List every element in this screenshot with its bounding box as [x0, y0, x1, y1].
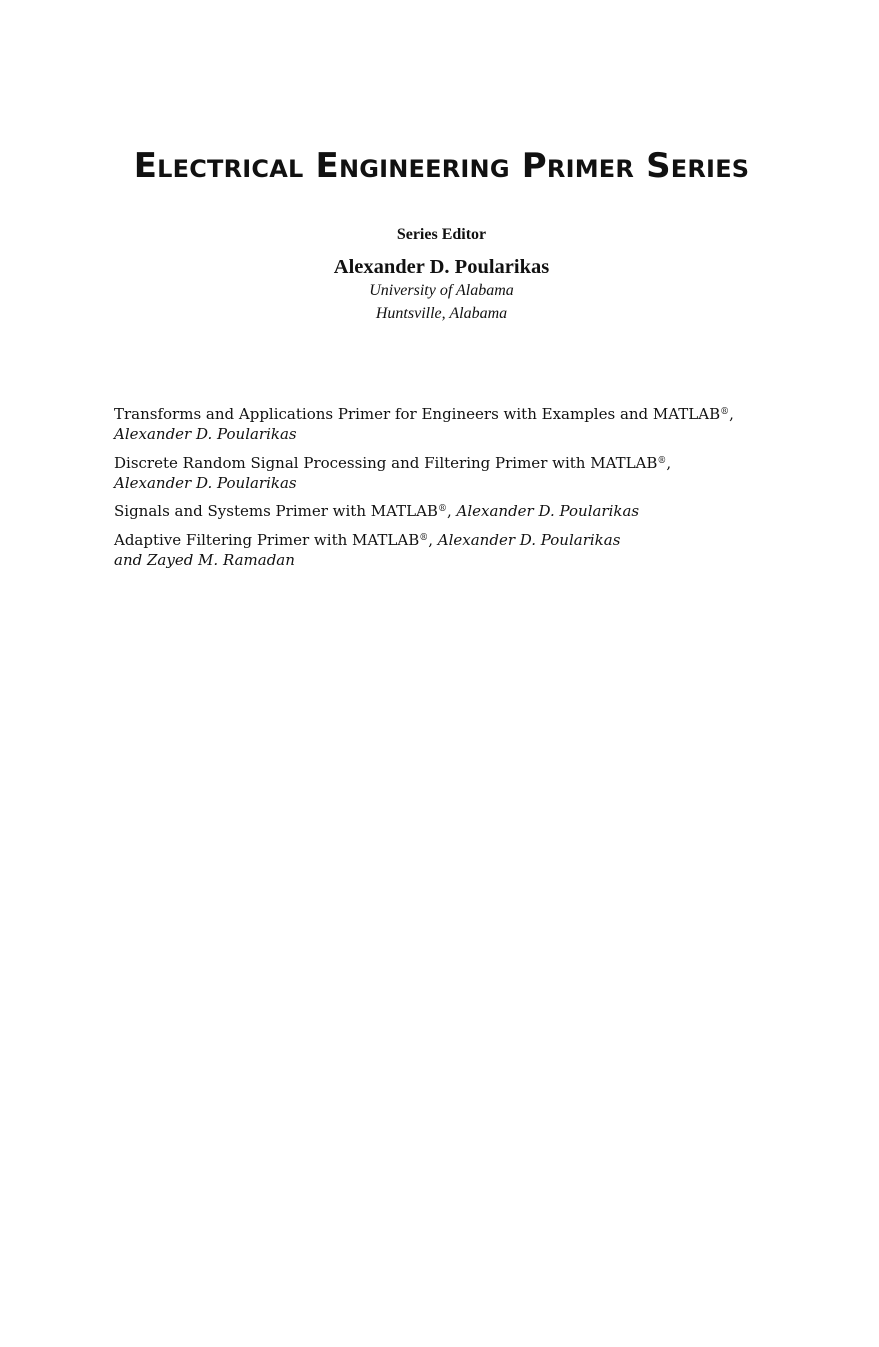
separator: , — [666, 453, 672, 472]
book-author: Alexander D. Poularikas — [114, 473, 297, 492]
series-editor-label: Series Editor — [396, 226, 487, 243]
book-entry — [114, 530, 814, 570]
book-author: Alexander D. Poularikas — [437, 530, 621, 549]
separator: , — [729, 405, 734, 423]
series-title: Electrical Engineering Primer Series — [133, 146, 750, 186]
book-entry — [114, 404, 814, 444]
book-title: Transforms and Applications Primer for Engineers with Examples and MATLAB — [114, 405, 721, 423]
book-title: Signals and Systems Primer with MATLAB — [114, 502, 438, 520]
editor-affiliation-university: University of Alabama — [369, 282, 514, 299]
book-entry — [114, 501, 814, 521]
editor-affiliation-location: Huntsville, Alabama — [375, 305, 508, 322]
registered-mark: ® — [657, 455, 667, 466]
book-entry — [114, 453, 814, 493]
book-list — [114, 404, 814, 578]
separator: , — [428, 530, 438, 549]
registered-mark: ® — [437, 504, 447, 514]
book-coauthor: and Zayed M. Ramadan — [114, 550, 295, 569]
registered-mark: ® — [720, 407, 730, 417]
separator: , — [446, 502, 457, 520]
book-author: Alexander D. Poularikas — [456, 502, 640, 520]
series-editor-name: Alexander D. Poularikas — [333, 256, 550, 278]
book-author: Alexander D. Poularikas — [114, 425, 297, 443]
book-title: Adaptive Filtering Primer with MATLAB — [114, 530, 420, 549]
book-title: Discrete Random Signal Processing and Filtering Primer with MATLAB — [114, 453, 658, 472]
series-editor-block — [0, 224, 879, 325]
registered-mark: ® — [419, 532, 429, 543]
